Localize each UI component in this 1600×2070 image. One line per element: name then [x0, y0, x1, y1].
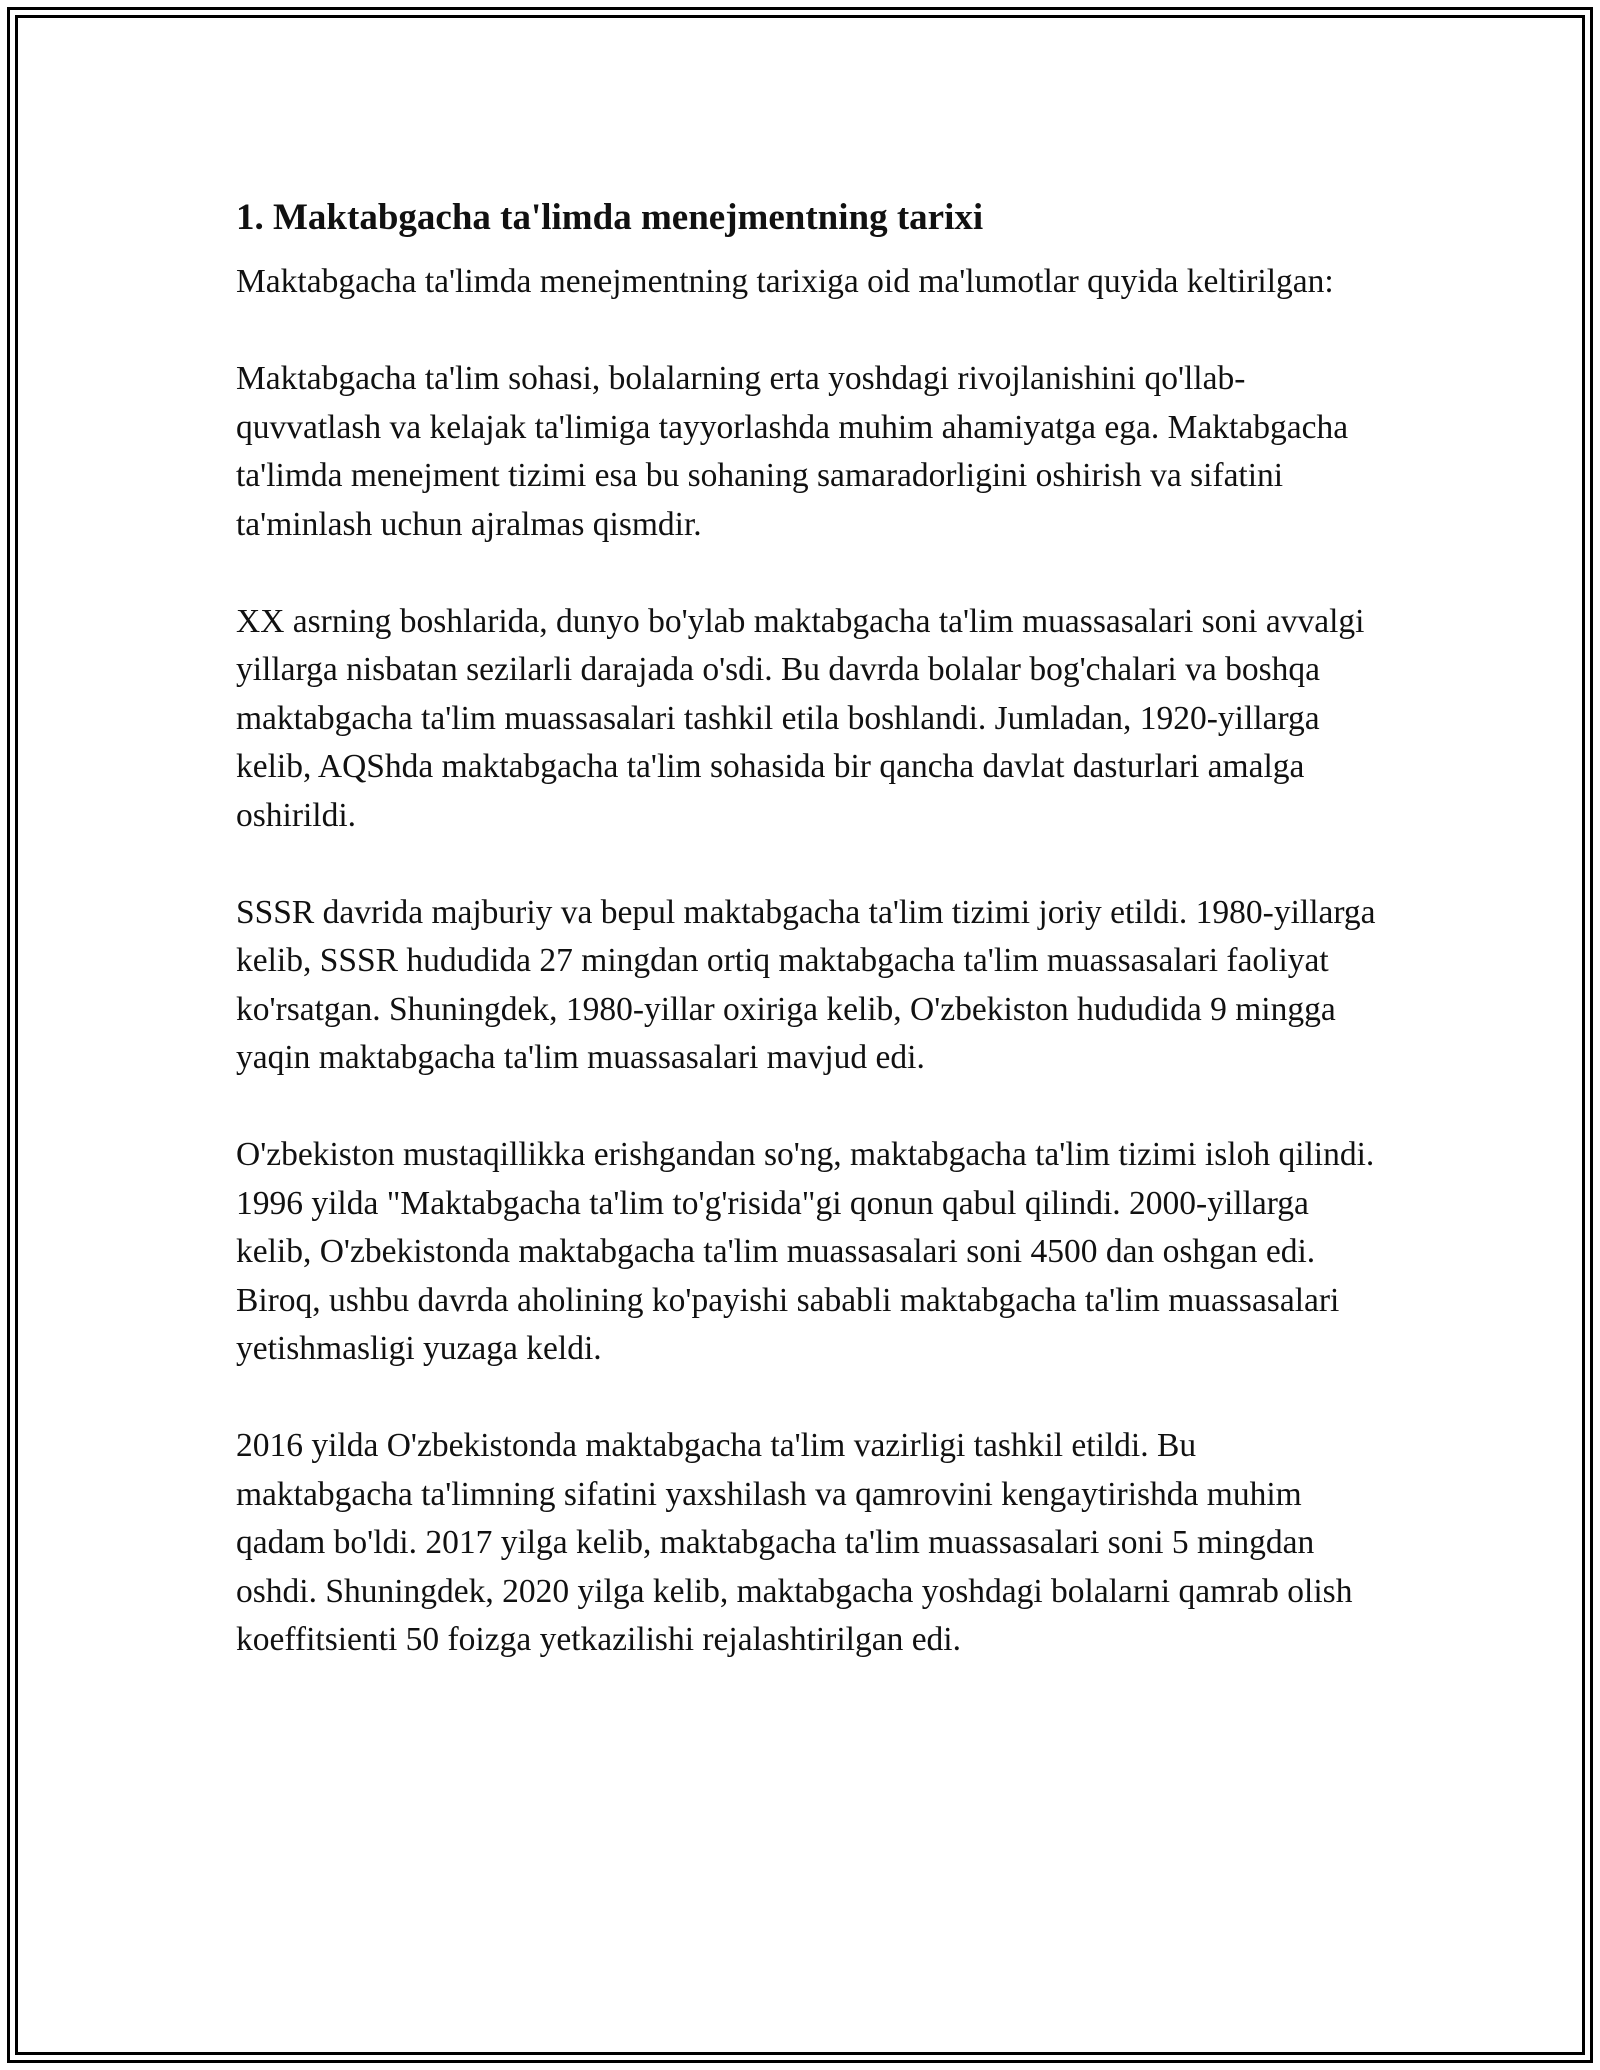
paragraph-2016: 2016 yilda O'zbekistonda maktabgacha ta'lim vazirligi tashkil etildi. Bu maktabgacha ta'limning sifatini yaxshilash va qamrovini kengaytirishda muhim qadam bo'ldi. 2017 yilga kelib, maktabgacha ta'lim muassasalari soni 5 mingdan oshdi. Shuningdek, 2020 yilga kelib, maktabgacha yoshdagi bolalarni qamrab olish koeffitsienti 50 foizga yetkazilishi rejalashtirilgan edi. [236, 1427, 1353, 1658]
document-body [236, 180, 1376, 1713]
paragraph-independence: O'zbekiston mustaqillikka erishgandan so'ng, maktabgacha ta'lim tizimi isloh qilindi. 1996 yilda "Maktabgacha ta'lim to'g'risida"gi qonun qabul qilindi. 2000-yillarga kelib, O'zbekistonda maktabgacha ta'lim muassasalari soni 4500 dan oshgan edi. Biroq, ushbu davrda aholining ko'payishi sababli maktabgacha ta'lim muassasalari yetishmasligi yuzaga keldi. [236, 1136, 1375, 1367]
paragraph-20th-century: XX asrning boshlarida, dunyo bo'ylab maktabgacha ta'lim muassasalari soni avvalgi yillarga nisbatan sezilarli darajada o'sdi. Bu davrda bolalar bog'chalari va boshqa maktabgacha ta'lim muassasalari tashkil etila boshlandi. Jumladan, 1920-yillarga kelib, AQShda maktabgacha ta'lim sohasida bir qancha davlat dasturlari amalga oshirildi. [236, 602, 1365, 834]
paragraph-ussr: SSSR davrida majburiy va bepul maktabgacha ta'lim tizimi joriy etildi. 1980-yillarga kelib, SSSR hududida 27 mingdan ortiq maktabgacha ta'lim muassasalari faoliyat ko'rsatgan. Shuningdek, 1980-yillar oxiriga kelib, O'zbekiston hududida 9 mingga yaqin maktabgacha ta'lim muassasalari mavjud edi. [236, 893, 1376, 1076]
paragraph-overview: Maktabgacha ta'lim sohasi, bolalarning erta yoshdagi rivojlanishini qo'llab-quvvatlash va kelajak ta'limiga tayyorlashda muhim ahamiyatga ega. Maktabgacha ta'limda menejment tizimi esa bu sohaning samaradorligini oshirish va sifatini ta'minlash uchun ajralmas qismdir. [236, 360, 1349, 543]
section-heading: 1. Maktabgacha ta'limda menejmentning tarixi [236, 197, 984, 238]
paragraph-intro: Maktabgacha ta'limda menejmentning tarixiga oid ma'lumotlar quyida keltirilgan: [236, 263, 1334, 300]
